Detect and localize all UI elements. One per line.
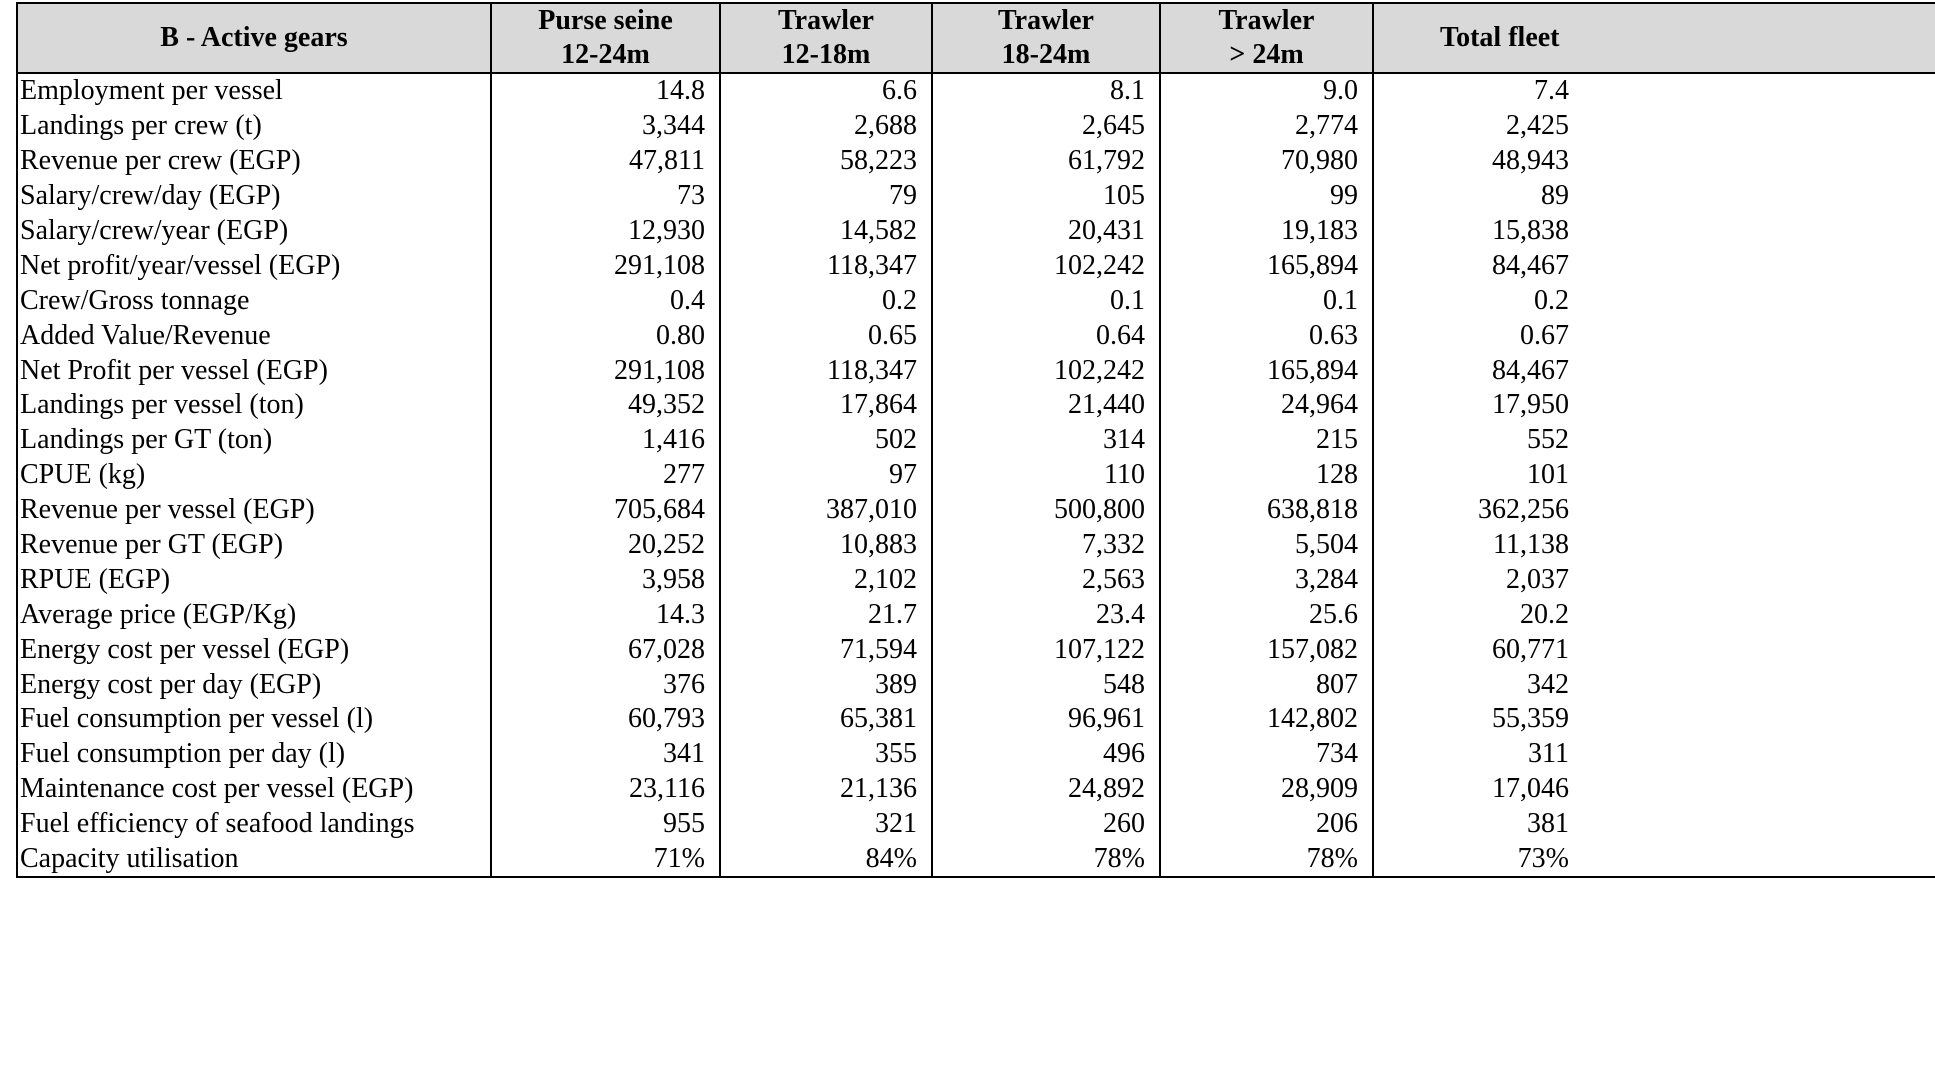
total-fleet-value: 311: [1528, 738, 1569, 770]
table-row: [17, 214, 1935, 249]
table-row: [17, 737, 1935, 772]
row-label-cell: Revenue per GT (EGP): [17, 528, 491, 563]
table-row: [17, 702, 1935, 737]
total-fleet-value: 55,359: [1492, 703, 1569, 735]
total-fleet-value-cell: [1373, 737, 1935, 772]
total-fleet-value: 20.2: [1520, 598, 1569, 630]
header-purse-seine: [491, 3, 720, 73]
table-row: [17, 144, 1935, 179]
trawler-12-18-value-cell: 0.2: [720, 283, 932, 318]
trawler-18-24-value-cell: 21,440: [932, 388, 1160, 423]
table-row: [17, 528, 1935, 563]
trawler-over-24-value-cell: 807: [1160, 667, 1373, 702]
trawler-over-24-value-cell: 5,504: [1160, 528, 1373, 563]
purse-seine-value-cell: 291,108: [491, 248, 720, 283]
trawler-over-24-value-cell: 2,774: [1160, 109, 1373, 144]
trawler-over-24-value-cell: 28,909: [1160, 772, 1373, 807]
total-fleet-value-cell: [1373, 702, 1935, 737]
trawler-over-24-value-cell: 24,964: [1160, 388, 1373, 423]
trawler-12-18-value-cell: 71,594: [720, 632, 932, 667]
row-label-cell: CPUE (kg): [17, 458, 491, 493]
trawler-18-24-value-cell: 23.4: [932, 597, 1160, 632]
purse-seine-value-cell: 1,416: [491, 423, 720, 458]
header-subtext: 12-24m: [561, 39, 650, 70]
row-label-cell: Employment per vessel: [17, 73, 491, 109]
trawler-over-24-value-cell: 0.1: [1160, 283, 1373, 318]
table-row: [17, 772, 1935, 807]
purse-seine-value-cell: 73: [491, 179, 720, 214]
trawler-over-24-value-cell: 25.6: [1160, 597, 1373, 632]
purse-seine-value-cell: 12,930: [491, 214, 720, 249]
total-fleet-value-cell: [1373, 632, 1935, 667]
row-label-cell: Salary/crew/year (EGP): [17, 214, 491, 249]
total-fleet-value: 0.67: [1520, 319, 1569, 351]
total-fleet-value: 89: [1541, 180, 1569, 212]
table-row: [17, 458, 1935, 493]
header-subtext: 18-24m: [1001, 39, 1091, 70]
trawler-over-24-value-cell: 3,284: [1160, 562, 1373, 597]
purse-seine-value-cell: 67,028: [491, 632, 720, 667]
table-row: [17, 632, 1935, 667]
header-trawler-18-24: [932, 3, 1160, 73]
total-fleet-value: 381: [1527, 808, 1569, 840]
total-fleet-value: 84,467: [1492, 354, 1569, 386]
trawler-over-24-value-cell: 78%: [1160, 842, 1373, 878]
total-fleet-value: 552: [1527, 424, 1569, 456]
total-fleet-value-cell: [1373, 667, 1935, 702]
trawler-12-18-value-cell: 10,883: [720, 528, 932, 563]
table-row: [17, 423, 1935, 458]
total-fleet-value-cell: [1373, 597, 1935, 632]
total-fleet-value-cell: [1373, 248, 1935, 283]
row-label-cell: Revenue per vessel (EGP): [17, 493, 491, 528]
purse-seine-value-cell: 277: [491, 458, 720, 493]
total-fleet-value-cell: [1373, 562, 1935, 597]
header-row: [17, 3, 1935, 73]
trawler-18-24-value-cell: 8.1: [932, 73, 1160, 109]
trawler-12-18-value-cell: 118,347: [720, 353, 932, 388]
trawler-over-24-value-cell: 9.0: [1160, 73, 1373, 109]
table-row: [17, 318, 1935, 353]
total-fleet-value: 362,256: [1478, 494, 1569, 526]
table-row: [17, 283, 1935, 318]
table-row: [17, 179, 1935, 214]
trawler-12-18-value-cell: 118,347: [720, 248, 932, 283]
total-fleet-value: 60,771: [1492, 633, 1569, 665]
table-row: [17, 842, 1935, 878]
row-label-cell: Landings per vessel (ton): [17, 388, 491, 423]
row-label-cell: Maintenance cost per vessel (EGP): [17, 772, 491, 807]
trawler-over-24-value-cell: 638,818: [1160, 493, 1373, 528]
header-text: Trawler: [1218, 5, 1315, 36]
trawler-12-18-value-cell: 58,223: [720, 144, 932, 179]
total-fleet-value: 73%: [1517, 843, 1569, 875]
total-fleet-value: 0.2: [1534, 284, 1569, 316]
row-label-cell: RPUE (EGP): [17, 562, 491, 597]
total-fleet-value: 2,425: [1506, 110, 1569, 142]
trawler-12-18-value-cell: 6.6: [720, 73, 932, 109]
trawler-18-24-value-cell: 2,645: [932, 109, 1160, 144]
trawler-18-24-value-cell: 107,122: [932, 632, 1160, 667]
total-fleet-value-cell: [1373, 493, 1935, 528]
trawler-18-24-value-cell: 102,242: [932, 353, 1160, 388]
table-row: [17, 388, 1935, 423]
table-row: [17, 248, 1935, 283]
trawler-12-18-value-cell: 0.65: [720, 318, 932, 353]
trawler-18-24-value-cell: 105: [932, 179, 1160, 214]
trawler-over-24-value-cell: 99: [1160, 179, 1373, 214]
trawler-18-24-value-cell: 314: [932, 423, 1160, 458]
header-active-gears: [17, 3, 491, 73]
purse-seine-value-cell: 23,116: [491, 772, 720, 807]
row-label-cell: Energy cost per vessel (EGP): [17, 632, 491, 667]
trawler-over-24-value-cell: 165,894: [1160, 353, 1373, 388]
purse-seine-value-cell: 3,958: [491, 562, 720, 597]
header-text: Total fleet: [1440, 22, 1560, 53]
total-fleet-value-cell: [1373, 109, 1935, 144]
total-fleet-value: 11,138: [1493, 529, 1569, 561]
trawler-18-24-value-cell: 78%: [932, 842, 1160, 878]
header-subtext: > 24m: [1229, 39, 1304, 70]
total-fleet-value: 48,943: [1492, 145, 1569, 177]
row-label-cell: Net Profit per vessel (EGP): [17, 353, 491, 388]
table-row: [17, 109, 1935, 144]
trawler-over-24-value-cell: 128: [1160, 458, 1373, 493]
total-fleet-value-cell: [1373, 772, 1935, 807]
row-label-cell: Crew/Gross tonnage: [17, 283, 491, 318]
total-fleet-value-cell: [1373, 528, 1935, 563]
trawler-18-24-value-cell: 110: [932, 458, 1160, 493]
purse-seine-value-cell: 0.80: [491, 318, 720, 353]
purse-seine-value-cell: 955: [491, 807, 720, 842]
trawler-over-24-value-cell: 157,082: [1160, 632, 1373, 667]
total-fleet-value: 342: [1527, 668, 1569, 700]
table-row: [17, 597, 1935, 632]
trawler-12-18-value-cell: 502: [720, 423, 932, 458]
trawler-18-24-value-cell: 7,332: [932, 528, 1160, 563]
table-row: [17, 562, 1935, 597]
table-row: [17, 73, 1935, 109]
table-viewport: [16, 2, 1935, 878]
total-fleet-value: 2,037: [1506, 563, 1569, 595]
purse-seine-value-cell: 14.3: [491, 597, 720, 632]
trawler-12-18-value-cell: 21,136: [720, 772, 932, 807]
row-label-cell: Added Value/Revenue: [17, 318, 491, 353]
row-label-cell: Capacity utilisation: [17, 842, 491, 878]
row-label-cell: Landings per GT (ton): [17, 423, 491, 458]
total-fleet-value-cell: [1373, 353, 1935, 388]
row-label-cell: Fuel efficiency of seafood landings: [17, 807, 491, 842]
row-label-cell: Net profit/year/vessel (EGP): [17, 248, 491, 283]
trawler-18-24-value-cell: 500,800: [932, 493, 1160, 528]
trawler-12-18-value-cell: 97: [720, 458, 932, 493]
total-fleet-value-cell: [1373, 388, 1935, 423]
total-fleet-value-cell: [1373, 214, 1935, 249]
purse-seine-value-cell: 341: [491, 737, 720, 772]
purse-seine-value-cell: 49,352: [491, 388, 720, 423]
trawler-18-24-value-cell: 61,792: [932, 144, 1160, 179]
trawler-12-18-value-cell: 387,010: [720, 493, 932, 528]
purse-seine-value-cell: 0.4: [491, 283, 720, 318]
trawler-12-18-value-cell: 84%: [720, 842, 932, 878]
trawler-12-18-value-cell: 21.7: [720, 597, 932, 632]
active-gears-table: [16, 2, 1935, 878]
total-fleet-value-cell: [1373, 318, 1935, 353]
table-body: [17, 73, 1935, 877]
trawler-18-24-value-cell: 0.64: [932, 318, 1160, 353]
table-row: [17, 493, 1935, 528]
header-subtext: 12-18m: [781, 39, 871, 70]
trawler-12-18-value-cell: 65,381: [720, 702, 932, 737]
trawler-over-24-value-cell: 0.63: [1160, 318, 1373, 353]
trawler-over-24-value-cell: 165,894: [1160, 248, 1373, 283]
trawler-over-24-value-cell: 206: [1160, 807, 1373, 842]
trawler-12-18-value-cell: 14,582: [720, 214, 932, 249]
purse-seine-value-cell: 71%: [491, 842, 720, 878]
trawler-over-24-value-cell: 215: [1160, 423, 1373, 458]
row-label-cell: Landings per crew (t): [17, 109, 491, 144]
row-label-cell: Fuel consumption per vessel (l): [17, 702, 491, 737]
purse-seine-value-cell: 20,252: [491, 528, 720, 563]
trawler-18-24-value-cell: 102,242: [932, 248, 1160, 283]
total-fleet-value-cell: [1373, 807, 1935, 842]
trawler-18-24-value-cell: 260: [932, 807, 1160, 842]
total-fleet-value: 17,950: [1492, 389, 1569, 421]
total-fleet-value-cell: [1373, 179, 1935, 214]
header-trawler-12-18: [720, 3, 932, 73]
total-fleet-value-cell: [1373, 73, 1935, 109]
row-label-cell: Fuel consumption per day (l): [17, 737, 491, 772]
trawler-18-24-value-cell: 548: [932, 667, 1160, 702]
header-text: Trawler: [778, 5, 874, 36]
trawler-12-18-value-cell: 355: [720, 737, 932, 772]
total-fleet-value: 7.4: [1534, 75, 1569, 107]
trawler-over-24-value-cell: 19,183: [1160, 214, 1373, 249]
purse-seine-value-cell: 47,811: [491, 144, 720, 179]
purse-seine-value-cell: 3,344: [491, 109, 720, 144]
header-text: Purse seine: [538, 5, 673, 36]
purse-seine-value-cell: 60,793: [491, 702, 720, 737]
trawler-18-24-value-cell: 96,961: [932, 702, 1160, 737]
row-label-cell: Revenue per crew (EGP): [17, 144, 491, 179]
purse-seine-value-cell: 14.8: [491, 73, 720, 109]
total-fleet-value: 17,046: [1492, 773, 1569, 805]
trawler-12-18-value-cell: 2,688: [720, 109, 932, 144]
total-fleet-value: 101: [1527, 459, 1569, 491]
purse-seine-value-cell: 291,108: [491, 353, 720, 388]
total-fleet-value-cell: [1373, 423, 1935, 458]
row-label-cell: Salary/crew/day (EGP): [17, 179, 491, 214]
trawler-over-24-value-cell: 734: [1160, 737, 1373, 772]
trawler-12-18-value-cell: 2,102: [720, 562, 932, 597]
header-text: B - Active gears: [160, 22, 348, 53]
total-fleet-value-cell: [1373, 842, 1935, 878]
trawler-over-24-value-cell: 70,980: [1160, 144, 1373, 179]
trawler-12-18-value-cell: 17,864: [720, 388, 932, 423]
purse-seine-value-cell: 705,684: [491, 493, 720, 528]
trawler-18-24-value-cell: 2,563: [932, 562, 1160, 597]
table-header: [17, 3, 1935, 73]
table-row: [17, 667, 1935, 702]
trawler-12-18-value-cell: 79: [720, 179, 932, 214]
table-row: [17, 807, 1935, 842]
table-row: [17, 353, 1935, 388]
header-trawler-over-24: [1160, 3, 1373, 73]
trawler-18-24-value-cell: 24,892: [932, 772, 1160, 807]
trawler-18-24-value-cell: 20,431: [932, 214, 1160, 249]
header-text: Trawler: [998, 5, 1094, 36]
total-fleet-value: 84,467: [1492, 249, 1569, 281]
trawler-18-24-value-cell: 0.1: [932, 283, 1160, 318]
trawler-12-18-value-cell: 389: [720, 667, 932, 702]
row-label-cell: Energy cost per day (EGP): [17, 667, 491, 702]
header-total-fleet: [1373, 3, 1935, 73]
row-label-cell: Average price (EGP/Kg): [17, 597, 491, 632]
total-fleet-value-cell: [1373, 458, 1935, 493]
total-fleet-value-cell: [1373, 144, 1935, 179]
total-fleet-value: 15,838: [1492, 215, 1569, 246]
purse-seine-value-cell: 376: [491, 667, 720, 702]
trawler-12-18-value-cell: 321: [720, 807, 932, 842]
trawler-over-24-value-cell: 142,802: [1160, 702, 1373, 737]
trawler-18-24-value-cell: 496: [932, 737, 1160, 772]
total-fleet-value-cell: [1373, 283, 1935, 318]
